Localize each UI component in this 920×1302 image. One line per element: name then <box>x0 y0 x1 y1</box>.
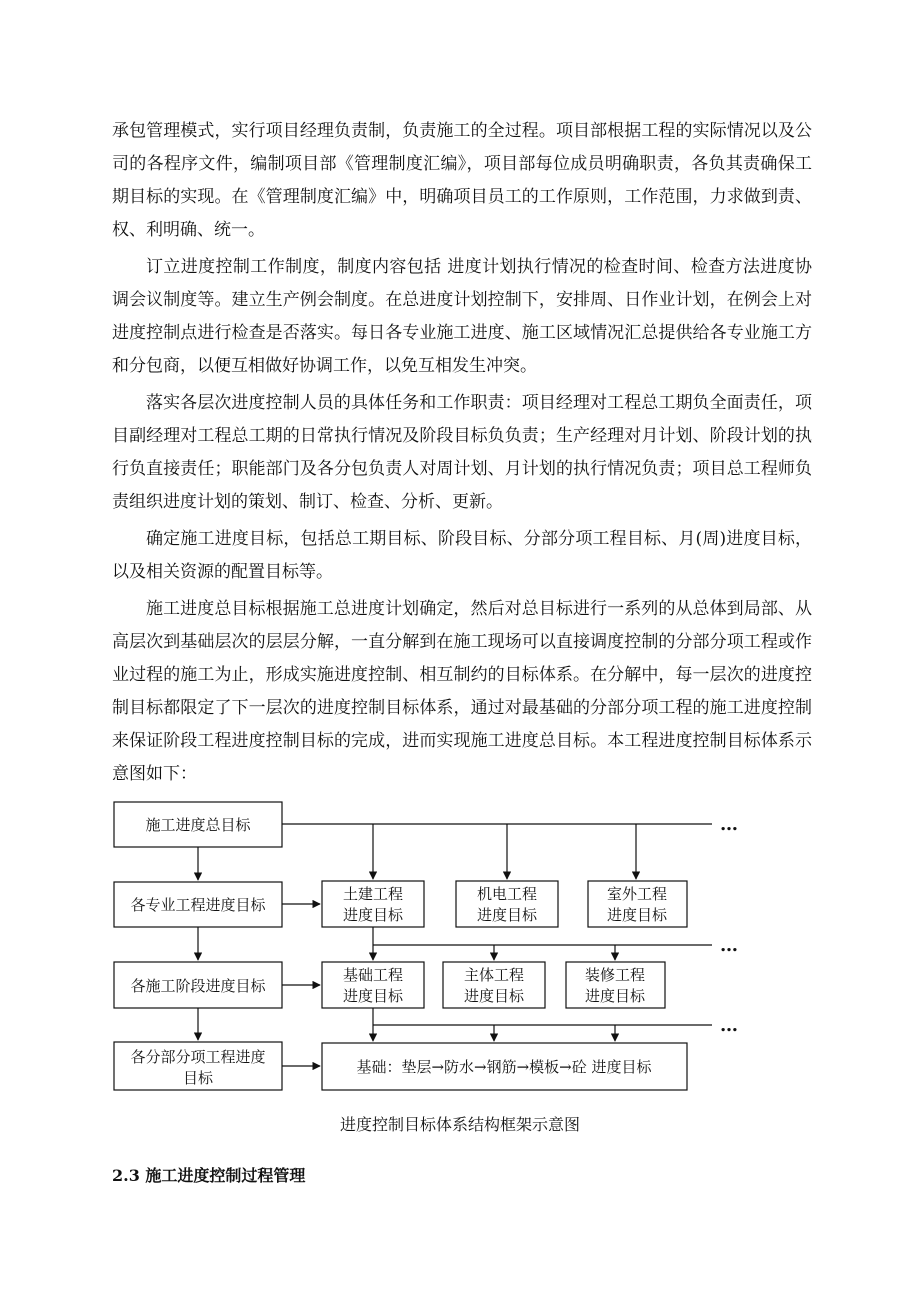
paragraph-5: 施工进度总目标根据施工总进度计划确定，然后对总目标进行一系列的从总体到局部、从高层次到基础层次的层层分解，一直分解到在施工现场可以直接调度控制的分部分项工程或作业过程的施工为止，形成实施进度控制、相互制约的目标体系。在分解中，每一层次的进度控制目标都限定了下一层次的进度控制目标体系，通过对最基础的分部分项工程的施工进度控制来保证阶段工程进度控制目标的完成，进而实现施工进度总目标。本工程进度控制目标体系示意图如下： <box>112 599 812 784</box>
outdoor-target-label-line2: 进度目标 <box>606 906 668 924</box>
mep-target-label-line1: 机电工程 <box>476 885 538 903</box>
outdoor-target-box <box>588 881 687 927</box>
civil-target-box <box>322 881 424 927</box>
ellipsis-row3: … <box>720 1015 738 1036</box>
specialty-target-box <box>114 882 282 927</box>
foundation-target-box <box>322 962 424 1008</box>
finishing-target-box <box>566 962 665 1008</box>
paragraph-4: 确定施工进度目标，包括总工期目标、阶段目标、分部分项工程目标、月(周)进度目标，以及相关资源的配置目标等。 <box>112 529 812 582</box>
finishing-target-label-line2: 进度目标 <box>584 987 646 1005</box>
foundation-target-label-line2: 进度目标 <box>342 987 404 1005</box>
subitem-target-box <box>114 1042 282 1090</box>
finishing-target-label-line1: 装修工程 <box>584 966 646 984</box>
paragraph-2: 订立进度控制工作制度，制度内容包括 进度计划执行情况的检查时间、检查方法进度协调会议制度等。建立生产例会制度。在总进度计划控制下，安排周、日作业计划，在例会上对进度控制点进行检查是否落实。每日各专业施工进度、施工区域情况汇总提供给各专业施工方和分包商，以便互相做好协调工作，以免互相发生冲突。 <box>112 257 812 376</box>
ellipsis-row1: … <box>720 814 738 835</box>
mep-target-box <box>456 881 558 927</box>
ellipsis-row2: … <box>720 935 738 956</box>
stage-target-box <box>114 962 282 1008</box>
total-target-box <box>114 802 282 847</box>
foundation-process-box <box>322 1043 687 1090</box>
total-target-label: 施工进度总目标 <box>145 816 251 834</box>
civil-target-label-line2: 进度目标 <box>342 906 404 924</box>
mep-target-label-line2: 进度目标 <box>476 906 538 924</box>
specialty-target-label: 各专业工程进度目标 <box>130 896 266 914</box>
diagram-caption: 进度控制目标体系结构框架示意图 <box>339 1115 580 1134</box>
structure-target-label-line2: 进度目标 <box>463 987 525 1005</box>
structure-target-box <box>443 962 545 1008</box>
section-heading: 2.3 施工进度控制过程管理 <box>112 1166 306 1185</box>
body-text <box>112 115 812 795</box>
paragraph-1: 承包管理模式，实行项目经理负责制，负责施工的全过程。项目部根据工程的实际情况以及公司的各程序文件，编制项目部《管理制度汇编》，项目部每位成员明确职责，各负其责确保工期目标的实现。在《管理制度汇编》中，明确项目员工的工作原则，工作范围，力求做到责、权、利明确、统一。 <box>112 121 812 240</box>
stage-target-label: 各施工阶段进度目标 <box>130 977 266 995</box>
subitem-target-label-line1: 各分部分项工程进度 <box>130 1048 266 1066</box>
civil-target-label-line1: 土建工程 <box>342 885 404 903</box>
structure-target-label-line1: 主体工程 <box>463 966 525 984</box>
foundation-target-label-line1: 基础工程 <box>342 966 404 984</box>
outdoor-target-label-line1: 室外工程 <box>606 885 668 903</box>
foundation-process-label: 基础：垫层→防水→钢筋→模板→砼 进度目标 <box>356 1058 652 1076</box>
subitem-target-label-line2: 目标 <box>182 1069 214 1087</box>
paragraph-3: 落实各层次进度控制人员的具体任务和工作职责：项目经理对工程总工期负全面责任，项目副经理对工程总工期的日常执行情况及阶段目标负负责；生产经理对月计划、阶段计划的执行负直接责任；职能部门及各分包负责人对周计划、月计划的执行情况负责；项目总工程师负责组织进度计划的策划、制订、检查、分析、更新。 <box>112 393 812 512</box>
